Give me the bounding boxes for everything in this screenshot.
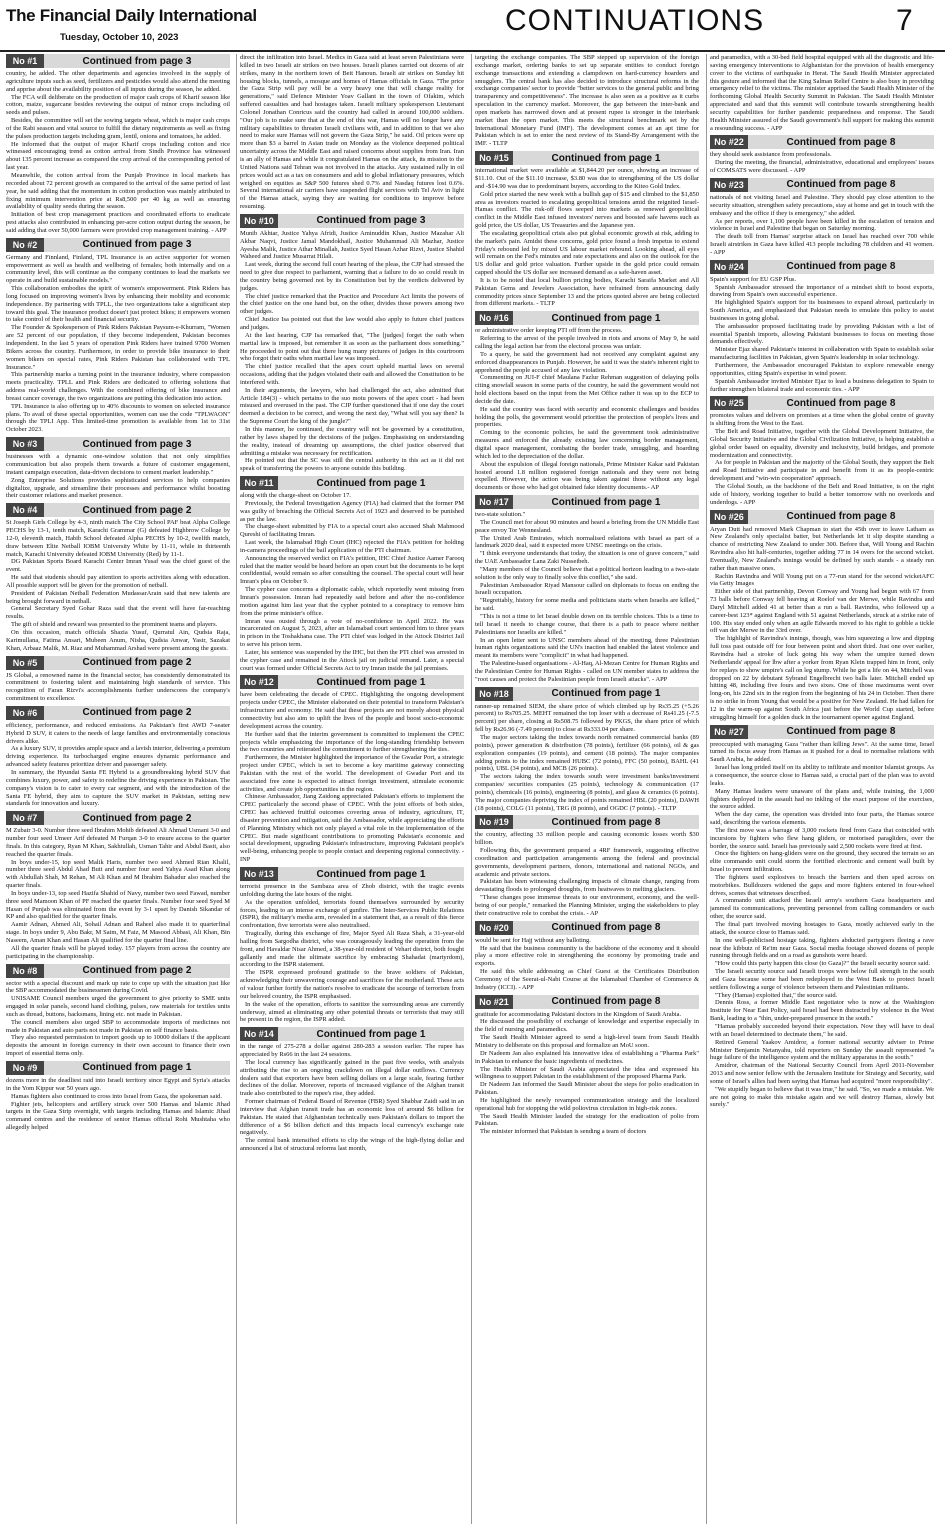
- continued-from-label: Continued from page 1: [82, 1062, 192, 1074]
- article-paragraph: The Palestine-based organisations - Al-Haq, Al-Mezan Centre for Human Rights and the Palestinian Centre for Human Rights - called on UN member states to address the "root causes and protect the Palestinian people from Israeli attacks". - APP: [475, 660, 699, 683]
- article-paragraph: Announcing the reserved verdict on FIA's petition, IHC Chief Justice Aamer Farooq ruled that the matter would be heard before an open court but the documents to be kept confidential, would remain so after consulting the counsel. The special court will hear Imran's plea on October 9.: [240, 554, 464, 586]
- article-paragraph: Either side of that partnership, Devon Conway and Young had begun with 67 from 73 balls before Conway fell heaving at Roelof van der Merwe, while Ravindra and Daryl Mitchell added 41 at better than a run a ball. Ravindra, who followed up a career-best 123* against England with 51 against Netherlands, struck at a strike rate of 100. His stay ended only when an agile Edwards moved to his right to gobble a tickle off van der Merwe in the 33rd over.: [710, 588, 934, 635]
- article-paragraph: The gift of shield and reward was presented to the prominent teams and players.: [11, 621, 218, 629]
- article-paragraph: The escalating geopolitical crisis also put global economic growth at risk, adding to the market's pain. Amidst these concerns, gold price found a fresh impetus to extend Friday's rebound led by mixed US labour market rebound. Looking ahead, all eyes will remain on the Fed's minutes and rate expectations and also on the outlook for the US dollar and gold price valuation. Further upside in the gold price could remain capped should the US dollar see increased demand as a safe-haven asset.: [475, 229, 699, 277]
- article: [6, 54, 230, 235]
- article-paragraph: Furthermore, the Ambassador encouraged Pakistan to explore renewable energy opportunities, citing Spain's expertise in wind power.: [710, 362, 934, 377]
- continuation-header: [710, 178, 934, 192]
- page-number: 7: [896, 4, 913, 37]
- article-paragraph: The ambassador proposed facilitating trade by providing Pakistan with a list of essential Spanish imports, allowing Pakistani businesses to focus on meeting those demands effectively.: [710, 322, 934, 346]
- article-paragraph: The Council met for about 90 minutes and heard a briefing from the UN Middle East peace envoy Tor Wennesland.: [475, 518, 699, 534]
- article-number: No #10: [240, 214, 278, 228]
- article-paragraph: Spain's support for EU GSP Plus.: [710, 275, 797, 283]
- continued-from-label: Continued from page 8: [551, 922, 661, 934]
- continuation-header: [240, 214, 464, 228]
- continuation-header: [475, 921, 699, 935]
- article-number: No #16: [475, 311, 513, 325]
- article-paragraph: The ISPR expressed profound gratitude to the brave soldiers of Pakistan, acknowledging their unwavering courage and sacrifices for the motherland. These acts of valour further fortify the nation's resolve to eradicate the scourge of terrorism from our beloved country, the ISPR emphasised.: [240, 969, 464, 1000]
- continued-from-label: Continued from page 1: [316, 1028, 426, 1040]
- article-paragraph: The first move was a barrage of 3,000 rockets fired from Gaza that coincided with incursions by fighters who flew hang gliders, or motorised paragliders, over the border, the source said. Israeli has previously said 2,500 rockets were fired at first.: [710, 826, 934, 850]
- article-paragraph: international market were available at $1,844.20 per ounce, showing an increase of $11.10. Out of the $11.10 increase, $3.80 was due to strengthening of the US dollar and -$14.90 was due to predominant buyers, according to the Kiteo Gold Index.: [475, 167, 699, 190]
- article-number: No #19: [475, 815, 513, 829]
- article-paragraph: He said this while addressing as Chief Guest at the Certificates Distribution Ceremony of the Seerat-ul-Nabi Course at the Islamabad Chamber of Commerce & Industry (ICCI). - APP: [475, 968, 699, 991]
- article-paragraph: "How could this party happen this close (to Gaza)?" the Israeli security source said.: [715, 960, 931, 968]
- article-body: [6, 672, 230, 703]
- article-paragraph: The chief justice remarked that the Practice and Procedure Act limits the powers of the chief justice on the one hand but, on the other, divides those powers among two other judges.: [240, 292, 464, 316]
- article-paragraph: Besides, the committee will set the sowing targets wheat, which is major cash crops of the Rabi season and vital source to fulfill the dietary requirements as well as fixing the pulses production targets including gram, lentil, onions and tomatoes, he added.: [6, 117, 230, 140]
- continued-from-label: Continued from page 1: [551, 312, 661, 324]
- article-number: No #14: [240, 1027, 278, 1041]
- article-paragraph: The Belt and Road Initiative, together with the Global Development Initiative, the Global Security Initiative and the Global Civilization Initiative, is helping establish a global order based on equality, diversity and inclusivity, build bridges, and promote modernization and connectivity.: [710, 428, 934, 459]
- article-body: [240, 1043, 464, 1153]
- continuation-header: [6, 437, 230, 451]
- article-paragraph: or administrative order keeping PTI off from the process.: [475, 327, 623, 335]
- article-paragraph: Spanish Ambassador invited Minister Ejaz to lead a business delegation to Spain to further strengthen bilateral trade and economic ties. - APP: [710, 377, 934, 393]
- article-paragraph: "Many members of the Council believe that a political horizon leading to a two-state solution is the only way to finally solve this conflict," she said.: [475, 565, 699, 581]
- article-body: [475, 511, 699, 684]
- masthead: [0, 0, 945, 52]
- article-paragraph: Munib Akhtar, Justice Yahya Afridi, Justice Aminuddin Khan, Justice Mazahar Ali Akbar Naqvi, Justice Jamal Mandokhail, Justice Muhammad Ali Mazhar, Justice Ayesha Malik, Justice Athar Minallah, Justice Syed Hasan Azhar Rizvi, Justice Shahid Waheed and Justice Musarrat Hilali.: [240, 229, 464, 261]
- article-paragraph: When the day came, the operation was divided into four parts, the Hamas source said, describing the various elements.: [710, 811, 934, 827]
- article-paragraph: ranner-up remained SIEM, the share price of which climbed up by Rs35.25 (+5.26 percent) to Rs705.25. MEHT remained the top loser with a decrease of Rs41.25 (-7.5 percent) per share, closing at Rs508.75 followed by PKGS, the share price of which fell by Rs26.96 (-7.49 percent) to close at Rs333.04 per share.: [475, 702, 699, 734]
- continuation-header: [240, 867, 464, 881]
- article-paragraph: On this occasion, match officials Shazia Yusuf, Qurratul Ain, Qudsia Raja, Karimullana, Fatima Ansari, Mubeen Anum, Nisha, Qudsia Anwar, Yasir, Sazakat Khan, Arbaaz Malik, M. Riaz and Muhammad Arshad were present among the guests.: [6, 629, 230, 652]
- continuation-header: [710, 260, 934, 274]
- article-number: No #11: [240, 476, 278, 490]
- continuation-header: [710, 725, 934, 739]
- article-paragraph: The final part involved moving hostages to Gaza, mostly achieved early in the attack, the source close to Hamas said.: [710, 921, 934, 936]
- article: [6, 811, 230, 960]
- article-paragraph: Fighter jets, helicopters and artillery struck over 500 Hamas and Islamic Jihad targets in the Gaza Strip overnight, with targets including Hamas and Islamic Jihad command centres and the residence of senior Hamas official Rohi Mushtaha who allegedly helped: [6, 1100, 230, 1132]
- article-paragraph: He highlighted the newly revamped communication strategy and the localized operational hub for stopping the wild poliovirus circulation in high-risk zones.: [475, 1096, 699, 1112]
- article: [475, 815, 699, 917]
- continued-from-label: Continued from page 1: [551, 152, 661, 164]
- article-number: No #25: [710, 396, 748, 410]
- article-number: No #3: [6, 437, 44, 451]
- column-3-continued-text: targeting the exchange companies. The SBP stepped up supervision of the foreign exchange market, ordering banks to set up separate entities to conduct foreign exchange transactions and extending a clampdown on hard-currency hoarders and smugglers. The central bank has also decided to introduce structural reforms in the exchange companies' sector to provide "better services to the general public and bring transparency and competitiveness". The increase is also seen as a positive as it curbs speculation in the currency market. Moreover, the gap between the inter-bank and open markets has narrowed down and at present rupee is stronger in the interbank market than the open market. This meets the structural benchmark set by the International Monetary Fund (IMF). The development comes at an apt time for Pakistan which is set to enter the next review of its Stand-By Arrangement with the IMF. - TLTP: [475, 54, 699, 148]
- article: [6, 656, 230, 703]
- continuation-header: [710, 396, 934, 410]
- continuation-header: [475, 995, 699, 1009]
- article-body: [710, 151, 934, 175]
- article-body: [6, 254, 230, 434]
- article-paragraph: Later, his sentence was suspended by the IHC, but then the PTI chief was arrested in the cypher case and remained in the Attock jail on judicial remand. Later, a special court was formed under Official Secrets Act to try Imran inside the jail premises.: [240, 648, 464, 672]
- article: [240, 214, 464, 473]
- article-paragraph: TPL Insurance is also offering up to 40% discounts to women on selected insurance plans. To avail of these special opportunities, women can use the code "TPLWAON" through the TPLI App. This limited-time promotion is available from 1st to 31st October 2023.: [6, 402, 230, 434]
- continued-from-label: Continued from page 8: [786, 179, 896, 191]
- continued-from-label: Continued from page 2: [82, 504, 192, 516]
- newspaper-title: The Financial Daily International: [6, 6, 257, 25]
- article-paragraph: In this manner, he continued, the country will not be governed by a constitution, rather by laws shaped by the decisions of the judges. Emphasising on understanding the reality, instead of dreaming up assumptions, the chief justice observed that admitting a mistake was necessary for rectification.: [240, 425, 464, 457]
- article-body: [240, 691, 464, 864]
- article-paragraph: He highlighted Spain's support for its businesses to expand abroad, particularly in South America, and emphasized that Pakistan needs to emulate this policy to assist businesses in going global.: [710, 299, 934, 322]
- article-paragraph: Rachin Ravindra and Will Young put on a 77-run stand for the second wicketAFC via Getty Images: [710, 572, 934, 588]
- continuation-header: [6, 1061, 230, 1075]
- continued-from-label: Continued from page 8: [786, 136, 896, 148]
- article-body: [6, 519, 230, 652]
- continuation-header: [6, 656, 230, 670]
- article-paragraph: The death toll from Hamas' surprise attack on Israel has reached over 700 while Israeli airstrikes in Gaza have killed 413 people including 78 children and 41 women. - APP: [710, 233, 934, 256]
- continued-from-label: Continued from page 1: [316, 676, 426, 688]
- article-paragraph: M Zubair 3-0. Number three seed Ibrahim Mohib defeated Ali Ahmad Usmani 3-0 and number four seed Umeer Arif defeated M Furqan 3-0 to ensure access to the quarter finals. In this category, Ryan M Khan, Sakhiullah, Usman Tahir and Abdul Basit, also reached the quarter finals.: [6, 827, 230, 858]
- article-paragraph: The council members also urged SBP to accommodate imports of medicines not made in Pakistan and auto parts not made in Pakistan on self finance basis.: [6, 1018, 230, 1034]
- continuation-header: [6, 811, 230, 825]
- article-paragraph: nationals of not visiting Israel and Palestine. They should pay close attention to the security situation, strengthen safety precautions, stay at home and get in touch with the embassy and the office if they is emergency," she added.: [710, 193, 934, 217]
- continued-from-label: Continued from page 8: [551, 816, 661, 828]
- article-paragraph: The major sectors taking the index towards north remained commercial banks (89 points), power generation & distribution (78 points), fertilizer (66 points), oil & gas exploration companies (19 points), and cement (18 points). The major companies adding points to the index remained HUBC (72 points), FFC (50 points), BAHL (41 points), UBL (34 points), and MCB (26 points).: [475, 733, 699, 773]
- article-paragraph: "These changes pose immense threats to our environment, economy, and the well-being of our people," remarked the Planning Minister, urging the stakeholders to play their constructive role to combat the crisis. - AP: [475, 894, 699, 917]
- article-paragraph: In an open letter sent to UNSC members ahead of the meeting, three Palestinian human rights organizations said the UN's inaction had enabled the latest violence and meant its members were "complicit" in what had happened.: [475, 636, 699, 660]
- column-2: [240, 54, 464, 1524]
- continuation-header: [6, 238, 230, 252]
- continued-from-label: Continued from page 2: [82, 965, 192, 977]
- article-paragraph: He informed that the output of major Kharif crops including cotton and rice witnessed encouraging trend as cotton arrival from Sindh Province has witnessed about 135 percent increase as compared the crop arrival of the corresponding period of last year.: [6, 140, 230, 172]
- article-paragraph: Spanish Ambassador stressed the importance of a mindset shift to boost exports, drawing from Spain's own successful experience.: [710, 283, 934, 299]
- continuation-header: [240, 476, 464, 490]
- article-paragraph: "We stupidly began to believe that it was true," he said. "So, we made a mistake. We are not going to make this mistake again and we will destroy Hamas, slowly but surely.": [710, 1085, 934, 1109]
- article-body: [240, 230, 464, 473]
- article-paragraph: Following this, the government prepared a 4RF framework, suggesting effective coordination and participation arrangements among the federal and provincial governments, development partners, donors, international and national NGOs, and academic and private sectors.: [475, 847, 699, 878]
- article-paragraph: UNISAME Council members urged the government to give priority to SME units engaged in solar panels, second hand clothing, pulses, raw materials for textiles units such as thread, buttons, backsmans, lining etc. not made in Pakistan.: [6, 995, 230, 1018]
- article: [710, 260, 934, 394]
- continued-from-label: Continued from page 8: [786, 726, 896, 738]
- continuation-header: [710, 510, 934, 524]
- article: [6, 964, 230, 1058]
- article-paragraph: Once the fighters on hang-gliders were on the ground, they secured the terrain so an elite commando unit could storm the fortified electronic and cement wall built by Israel to prevent infiltration.: [710, 850, 934, 874]
- article-body: [710, 412, 934, 506]
- article-number: No #8: [6, 964, 44, 978]
- article-paragraph: The United Arab Emirates, which normalised relations with Israel as part of a landmark 2020 deal, said it expected more UNSC meetings on the crisis.: [475, 534, 699, 550]
- article-paragraph: Aryan Dutt had removed Mark Chapman to start the 45th over to leave Latham as New Zealand's only specialist batter, but Netherlands let it slip despite standing a chance of restricting New Zealand to under 300. Before that, Will Young and Rachin Ravindra also hit half-centuries, together adding 77 in 14 overs for the second wicket. Eventually, New Zealand's innings would be defined by such stands - a steady run rather than massive ones.: [710, 525, 934, 572]
- article-paragraph: Retired General Yaakov Amidror, a former national security adviser to Prime Minister Benjamin Netanyahu, told reporters on Sunday the assault represented "a huge failure of the intelligence system and the military apparatus in the south.": [710, 1038, 934, 1062]
- article: [6, 437, 230, 500]
- article: [475, 995, 699, 1137]
- article-paragraph: Furthermore, the Minister highlighted the importance of the Gwadar Port, a strategic project under CPEC, which is set to become a key maritime gateway connecting Pakistan with the rest of the world. The development of Gwadar Port and its associated free zone is expected to attract foreign investment, stimulate economic activities, and create job opportunities in the region.: [240, 754, 464, 793]
- article: [240, 476, 464, 672]
- article-paragraph: country, he added. The other departments and agencies involved in the supply of agriculture inputs such as seed, fertilizers and pesticides would also attend the meeting and apprise about the availability position of all inputs during the season, he added.: [6, 70, 230, 93]
- article-paragraph: JS Global, a renowned name in the financial sector, has consistently demonstrated its commitment to fostering talent and maintaining high standards of service. This recognition of Faran Rizvi's accomplishments further underscores the company's commitment to excellence.: [6, 671, 230, 703]
- article-paragraph: Last week, the Islamabad High Court (IHC) rejected the FIA's petition for holding in-camera proceedings of the bail application of the PTI chairman.: [240, 539, 464, 554]
- continuation-header: [475, 815, 699, 829]
- article-number: No #1: [6, 54, 44, 68]
- article-paragraph: Coming to the economic policies, he said the government took administrative measures and enforced the already existing law concerning border management, digital space management, combating the border trade, smuggling, and hoarding which led to the depreciation of the dollar.: [475, 429, 699, 460]
- article: [475, 921, 699, 992]
- article: [710, 135, 934, 175]
- article-paragraph: At the last hearing, CJP Isa remarked that, "The [judges] forget the oath when martial law is imposed, but remember it as soon as the parliament does something." He proceeded to point out that there hung many pictures of judges in this courtroom who forgot their oaths when martial law was imposed.: [240, 331, 464, 363]
- continuation-header: [6, 706, 230, 720]
- column-4: [710, 54, 934, 1524]
- article-paragraph: This collaboration embodies the spirit of women's empowerment. Pink Riders has long focused on improving women's lives by enhancing their mobility and economic independence. By partnering with TPLL, the two organizations take a significant step toward this goal. The insurance product doesn't just protect bikes; it empowers women to take control of their health and financial security.: [6, 285, 230, 324]
- article-number: No #24: [710, 260, 748, 274]
- article-number: No #21: [475, 995, 513, 1009]
- article-paragraph: About the expulsion of illegal foreign nationals, Prime Minister Kakar said Pakistan hosted around 1.8 million registered foreign nationals and they were not being expelled. However, the action was being taken against those without any legal documents or those who had got obtained fake identity documents.- AP: [475, 460, 699, 492]
- article-paragraph: dozens more in the deadliest raid into Israeli territory since Egypt and Syria's attacks in the Yom Kippur war 50 years ago.: [6, 1076, 230, 1092]
- article-paragraph: Zong Enterprise Solutions provides sophisticated services to help companies digitalize, upgrade, and streamline their processes and performance whilst boosting their customer relations and market presence.: [6, 476, 230, 500]
- continuation-header: [475, 495, 699, 509]
- article-paragraph: The charge-sheet submitted by FIA to a special court also accused Shah Mahmood Qureshi of facilitating Imran.: [240, 523, 464, 539]
- article-body: [475, 703, 699, 813]
- article-paragraph: He further said that the interim government is committed to implement the CPEC projects while emphasizing the importance of the long-standing friendship between the two countries and reiterated the commitment to further strengthening the ties.: [240, 730, 464, 754]
- article-paragraph: All the quarter finals will be played today. 157 players from across the country are participating in the championship.: [6, 944, 230, 960]
- continued-from-label: Continued from page 2: [82, 657, 192, 669]
- article-number: No #12: [240, 675, 278, 689]
- article-number: No #20: [475, 921, 513, 935]
- article-paragraph: He said that the business community is the backbone of the economy and it should play a more effective role in strengthening the economy by promoting trade and exports.: [475, 944, 699, 968]
- article: [710, 725, 934, 1110]
- article-paragraph: The cypher case concerns a diplomatic cable, which reportedly went missing from Imran's possession. Imran had repeatedly said before and after the no-confidence motion against him last year that the cypher pointed to a conspiracy to remove him from the prime minister's office.: [240, 586, 464, 617]
- article-paragraph: Many Hamas leaders were unaware of the plans and, while training, the 1,000 fighters deployed in the assault had no inkling of the exact purpose of the exercises, the source added.: [710, 787, 934, 811]
- article-paragraph: Meanwhile, the cotton arrival from the Punjab Province in local markets has recorded about 72 percent growth as compared to the arrival of the same period of last year, he said adding that the momentum in cotton production was mainly attributed to fixing minimum intervention price at Rs8,500 per 40 kg as well as ensuring availability of quality seeds during the season.: [6, 171, 230, 211]
- article-paragraph: Germany and Finnland, Finland, TPL Insurance is an active supporter for women empowerment as well as health and wellbeing of females; both internally and on a community level, this will continue as the company continues to lead the markets we operate in and build sustainable models.": [6, 253, 230, 285]
- column-divider: [236, 54, 237, 1524]
- continuation-header: [475, 311, 699, 325]
- continued-from-label: Continued from page 3: [82, 55, 192, 67]
- article-paragraph: The central bank intensified efforts to clip the wings of the high-flying dollar and announced a list of structural reforms last month,: [240, 1137, 464, 1153]
- article-body: [710, 741, 934, 1110]
- article-paragraph: To a query, he said the government had not received any complaint against any enforced disappearances in Punjab. However, he said it was the state's inherent right to apprehend the people accused of any law violation.: [475, 350, 699, 374]
- continuation-header: [6, 54, 230, 68]
- article-paragraph: The FCA will deliberate on the production of major cash crops of Kharif season like cotton, maize, sugarcane besides reviewing the output of minor crops including oil seeds and pulses.: [6, 93, 230, 117]
- continuation-header: [6, 964, 230, 978]
- article-paragraph: In boys under-15, top seed Malik Haris, number two seed Ahmed Rian Khalil, number three seed Abdul Ahad Butt and number four seed Yahya Asad Khan along with Abdullah Shah, M Rehan, M Ali Khan and M Ibrahim Bahadur also reached the quarter finals.: [6, 858, 230, 890]
- article-paragraph: As the operation unfolded, terrorists found themselves surrounded by security forces, leading to an intense exchange of gunfire. The Inter-Services Public Relations (ISPR), the military's media arm, revealed in a statement that, as a result of this fierce confrontation, five terrorists were also neutralised.: [240, 898, 464, 930]
- article: [710, 510, 934, 722]
- article-paragraph: In their arguments, the lawyers, who had challenged the act, also admitted that Article 184(3) - which pertains to the suo motu powers of the apex court - had been misused and overused in the past. The CJP further questioned that if one day the court deemed a decision to be correct, and wrong the next day, "What will you say then? Is the Supreme Court the king of the jungle?": [240, 386, 464, 426]
- continuation-header: [475, 687, 699, 701]
- continued-from-label: Continued from page 1: [316, 477, 426, 489]
- continuation-header: [240, 675, 464, 689]
- article-number: No #23: [710, 178, 748, 192]
- article: [710, 178, 934, 257]
- article-paragraph: Commenting on JUI-F chief Maulana Fazlur Rehman suggestion of delaying polls citing snowfall season in some parts of the country, he said the government would not hold elections based on the input from the Met Office rather it was up to the ECP to decide the date.: [475, 374, 699, 405]
- article-paragraph: Dr Nadeem Jan informed the Saudi Minister about the steps for polio eradication in Pakistan.: [475, 1081, 699, 1097]
- article-number: No #13: [240, 867, 278, 881]
- article-paragraph: "Hamas probably succeeded beyond their expectation. Now they will have to deal with an Israel determined to decimate them," he said.: [710, 1022, 934, 1038]
- article-paragraph: The highlight of Ravindra's innings, though, was him squeezing a low and dipping full toss past outside off for four between point and short third. Just one over earlier, Ravindra had a stroke of luck going his way when the umpire turned down Netherlands' appeal for lbw after a yorker from Ryan Klein trapped him in front, only for replays to show umpire's call on leg stump. While he got a life on 44, Mitchell was dropped on 22 by debutant Sybrand Engelbrecht two balls later. Mitchell ended up hitting 48, including five fours and two sixes. One of those maximums went over long-on, his 22nd six in the region from the beginning of his 24 in October. Then there is no strike in from Young that would be a positive for New Zealand. He had fallen for 12 in the warm-up against South Africa just before the World Cup started, before struggling himself for a golden duck in the tournament opener against England.: [710, 635, 934, 721]
- article-paragraph: "Regrettably, history for some media and politicians starts when Israelis are killed," he said.: [475, 597, 699, 613]
- article: [475, 495, 699, 684]
- article-paragraph: The minister informed that Pakistan is sending a team of doctors: [480, 1128, 647, 1136]
- article-paragraph: in the range of 275-278 a dollar against 280-283 a session earlier. The rupee has appreciated by Rs66 in the last 24 sessions.: [240, 1043, 464, 1059]
- article-paragraph: Minister Ejaz shared Pakistan's interest in collaboration with Spain to establish solar manufacturing facilities in Pakistan, given Spain's leadership in solar technology.: [710, 346, 934, 362]
- article-paragraph: As a luxury SUV, it provides ample space and a lavish interior, delivering a premium driving experience. Its turbocharged engine ensures dynamic performance and advanced safety features prioritize driver and passenger safety.: [6, 745, 230, 769]
- article-paragraph: Previously, the Federal Investigation Agency (FIA) had claimed that the former PM was guilty of breaching the Official Secrets Act of 1923 and deserved to be punished as per the law.: [240, 499, 464, 523]
- article-number: No #4: [6, 503, 44, 517]
- article-paragraph: As per reports, over 1,100 people have been killed in the escalation of tension and violence in Israel and Palestine that began on Saturday morning.: [710, 217, 934, 233]
- article-paragraph: Hamas fighters also continued to cross into Israel from Gaza, the spokesman said.: [11, 1092, 222, 1100]
- article: [6, 238, 230, 434]
- article-paragraph: The Israeli security source said Israeli troops were below full strength in the south and Gaza because some had been redeployed to the West Bank to protect Israeli settlers following a surge of violence between them and Palestinian militants.: [710, 968, 934, 991]
- article-paragraph: The Founder & Spokesperson of Pink Riders Pakistan Paysum-e-Khurram, "Women are 52 percent of our population, if they become independent, Pakistan becomes independent. In the last 5 years of operation Pink Riders have trained 9700 Women Bikers across the country. Furthermore, in order to provide bike insurance to their women bikers on special rates, Pink Riders Pakistan has collaborated with TPL Insurance.": [6, 324, 230, 371]
- article: [6, 706, 230, 808]
- article-paragraph: The Saudi Health Minister lauded the strategy for the eradication of polio from Pakistan.: [475, 1112, 699, 1128]
- article-number: No #2: [6, 238, 44, 252]
- article-paragraph: Chinese Ambassador, Jiang Zaidong appreciated Pakistan's efforts to implement the CPEC particularly the second phase of CPEC. With the joint efforts of both sides, CPEC has achieved fruitful outcomes covering areas of industry, agriculture, IT, disaster prevention and mitigation, said the Ambassador, while appreciating the efforts of Planning Ministry which not only played a vital role in the implementation of the CPEC. But made significant contributions to promoting Pakistan's economic and social development, upgrading Pakistan's infrastructure, improving Pakistani people's well-being, enhancing people to people contact and deepening regional connectivity. - INP: [240, 793, 464, 864]
- continued-from-label: Continued from page 1: [551, 496, 661, 508]
- article-paragraph: Gold price started the new week with a bullish gap of $15 and climbed to the $1,850 area as investors reacted to escalating geopolitical tensions amid the reignited Israel-Hamas conflict. The risk-off flows seeped into markets as renewed geopolitical conflict in the Middle East infused investors' nerves and boosted safe havens such as gold price, the US dollar, US Treasuries and the Japanese yen.: [475, 190, 699, 230]
- article-paragraph: Chief Justice Isa pointed out that the law would also apply to future chief justices and judges.: [240, 316, 464, 331]
- article-paragraph: gratitude for accommodating Pakistani doctors in the Kingdom of Saudi Arabia.: [475, 1010, 682, 1018]
- article-body: [6, 722, 230, 808]
- article: [240, 1027, 464, 1153]
- article-number: No #22: [710, 135, 748, 149]
- article-paragraph: efficiency, performance, and reduced emissions. As Pakistan's first AWD 7-seater Hybrid D SUV, it caters to the needs of large families and environmentally conscious drivers alike.: [6, 721, 230, 745]
- article-body: [6, 70, 230, 235]
- article-paragraph: The Global South, as the backbone of the Belt and Road Initiative, is on the right side of history, working together to build a better tomorrow with no overlords and underdogs. - APP: [710, 482, 934, 506]
- article-paragraph: Dr Nadeem Jan also explained his innovative idea of establishing a "Pharma Park" in Pakistan to enhance the basic ingredients of medicines.: [475, 1049, 699, 1065]
- article-paragraph: preoccupied with managing Gaza "rather than killing Jews". At the same time, Israel turned its focus away from Hamas as it pushed for a deal to normalise relations with Saudi Arabia, he added.: [710, 740, 934, 764]
- article-body: [475, 831, 699, 917]
- article-paragraph: This partnership marks a turning point in the insurance industry, where compassion meets practicality. TPLL and Pink Riders are dedicated to offering solutions that address real-world challenges. With the combined offering of bike insurance and breast cancer coverage, the two organizations are putting this dedication into action.: [6, 371, 230, 402]
- article-paragraph: The Saudi Health Minister agreed to send a high-level team from Saudi Health Ministry to deliberate on this proposal and formalize an MoU soon.: [475, 1034, 699, 1049]
- article-body: [6, 1077, 230, 1132]
- article-paragraph: In the wake of the operation, efforts to sanitize the surrounding areas are currently underway, aimed at eliminating any other potential threats or terrorists that may still be present in the region, the ISPR added.: [240, 1000, 464, 1024]
- article-body: [6, 827, 230, 960]
- article: [710, 396, 934, 506]
- column-divider: [471, 54, 472, 1524]
- continued-from-label: Continued from page 2: [82, 812, 192, 824]
- article-body: [6, 980, 230, 1058]
- article-paragraph: they should seek assistance from professionals.: [710, 151, 832, 159]
- article-paragraph: President of Pakistan Netball Federation MudassarArain said that new talents are being brought forward in netball.: [6, 589, 230, 605]
- article-paragraph: A commando unit attacked the Israeli army's southern Gaza headquarters and jammed its communications, preventing personnel from calling commanders or each other, the source said.: [710, 897, 934, 921]
- article-paragraph: two-state solution.": [475, 511, 526, 519]
- article-paragraph: As for people in Pakistan and the majority of the Global South, they support the Belt and Road Initiative and participate in and benefit from it as its people-centric development and "win-win cooperation" approach.: [710, 459, 934, 483]
- article-paragraph: The local currency has significantly gained in the past five weeks, with analysts attributing the rise to an ongoing crackdown on illegal dollar outflows. Currency dealers said that exporters have been selling dollars on a large scale, fearing further declines of the dollar. Moreover, reports of increased vigilance of the Afghan transit trade also contributed to the rupee's rise, they added.: [240, 1058, 464, 1098]
- article-body: [240, 492, 464, 672]
- article-paragraph: the country, affecting 33 million people and causing economic losses worth $30 billion.: [475, 831, 699, 847]
- article-paragraph: businesses with a dynamic one-window solution that not only simplifies communication but also propels them towards a future of customer engagement, instant campaign execution, data-driven decisions to cement market leadership.": [6, 453, 230, 476]
- article-paragraph: Dennis Ross, a former Middle East negotiator who is now at the Washington Institute for Near East Policy, said Israel had been distracted by violence in the West Bank, leading to a "thin, under-prepared presence in the south.": [710, 999, 934, 1023]
- article-body: [710, 526, 934, 722]
- article-paragraph: The Health Minister of Saudi Arabia appreciated the idea and expressed his willingness to support Pakistan in the establishment of the proposed Pharma Park.: [475, 1065, 699, 1081]
- column-4-continued-text: and paramedics, with a 30-bed field hospital equipped with all the diagnostic and life-saving emergency interventions to Afghanistan for the provision of health emergency cover to the victims of earthquake in Herat. The Saudi Health Minister appreciated this gesture and informed that the King Salman Relief Centre is also busy in providing emergency relief to the victims. The minister apprised the Saudi Health Minister of the forthcoming Global Health Security Summit in Pakistan. The Saudi Health Minister appreciated and said that this summit will contribute towards strengthening health security capabilities for further pandemic preparedness and response. The Saudi Health Minister assured of the Saudi government's full support for making this summit a resounding success. - APP: [710, 54, 934, 132]
- article: [240, 867, 464, 1024]
- continued-from-label: Continued from page 8: [786, 261, 896, 273]
- article-paragraph: Referring to the arrest of the people involved in riots and arsons of May 9, he said calling the legal action bar from the electoral process was unfair.: [475, 335, 699, 350]
- article: [475, 311, 699, 492]
- continued-from-label: Continued from page 3: [82, 239, 192, 251]
- article-body: [240, 883, 464, 1024]
- article-paragraph: Israel has long prided itself on its ability to infiltrate and monitor Islamist groups. As a consequence, the source close to Hamas said, a crucial part of the plan was to avoid leaks.: [710, 764, 934, 787]
- continued-from-label: Continued from page 1: [551, 688, 661, 700]
- article-number: No #26: [710, 510, 748, 524]
- article-body: [475, 937, 699, 992]
- continued-from-label: Continued from page 8: [551, 996, 661, 1008]
- article-paragraph: "This is not a time to let Israel double down on its terrible choices. This is a time to tell Israel it needs to change course, that there is a path to peace where neither Palestinians nor Israelis are killed.": [475, 613, 699, 636]
- section-title: CONTINUATIONS: [505, 4, 765, 37]
- article-paragraph: It is to be noted that local bullion pricing bodies, Karachi Saraifa Market and All Pakistan Gems and Jewelers Association, have refrained from announcing daily commodity prices since September 13 and the prices quoted above are being collected from different markets. - TLTP: [475, 276, 699, 308]
- article-paragraph: along with the charge-sheet on October 17.: [240, 492, 351, 500]
- article: [240, 675, 464, 864]
- article-paragraph: would be sent for Hajj without any balloting.: [475, 936, 591, 944]
- column-1: [6, 54, 230, 1524]
- article-body: [710, 276, 934, 394]
- article-paragraph: "I think everyone understands that today, the situation is one of grave concern," said the UAE Ambassador Lana Zaki Nusseibeh.: [475, 550, 699, 566]
- article-paragraph: Last week, during the second full court hearing of the pleas, the CJP had stressed the need to give due respect to parliament, warning that a failure to do so could result in the country being governed not by its Constitution but by the verdicts delivered by judges.: [240, 261, 464, 292]
- article-body: [475, 327, 699, 492]
- article-paragraph: He pointed out that the SC was still the central authority in this act as it did not speak of transferring the powers to anyone outside this building.: [240, 457, 464, 473]
- article-paragraph: General Secretary Syed Gohar Raza said that the event will have far-reaching results.: [6, 605, 230, 621]
- continuation-header: [6, 503, 230, 517]
- article-paragraph: In one well-publicised hostage taking, fighters abducted partygoers fleeing a rave near the kibbutz of Re'im near Gaza. Social media footage showed dozens of people running through fields and on a road as gunshots were heard.: [710, 936, 934, 960]
- article: [475, 687, 699, 813]
- article-body: [6, 453, 230, 500]
- article-number: No #18: [475, 687, 513, 701]
- article-number: No #27: [710, 725, 748, 739]
- article-paragraph: have been celebrating the decade of CPEC. Highlighting the ongoing development projects under CPEC, the Minister elaborated on their potential to transform Pakistan's infrastructure and economy. He said that these projects are not merely about physical connectivity but also aim to uplift the lives of the people and boost socio-economic development across the country.: [240, 691, 464, 730]
- continued-from-label: Continued from page 8: [786, 511, 896, 522]
- article-paragraph: Amidror, chairman of the National Security Council from April 2011-November 2013 and now senior fellow with the Jerusalem Institute for Strategy and Security, said some of Israel's allies had been saying that Hamas had acquired "more responsibility".: [710, 1062, 934, 1085]
- article-paragraph: He discussed the possibility of exchange of knowledge and expertise especially in the field of nursing and paramedics.: [475, 1018, 699, 1034]
- article-paragraph: In summary, the Hyundai Santa FE Hybrid is a groundbreaking hybrid SUV that combines luxury, power, and safety to redefine the driving experience in Pakistan. The company's vision is to cater to every car segment, and with the introduction of the Santa FE hybrid, they aim to capture the SUV market in Pakistan, setting new standards for innovation and luxury.: [6, 768, 230, 808]
- article-body: [475, 167, 699, 308]
- article: [6, 1061, 230, 1132]
- article-paragraph: The chief justice recalled that the apex court upheld martial laws on several occasions, adding that the judges violated their oath and allowed the Constitution to be interfered with.: [240, 363, 464, 386]
- continued-from-label: Continued from page 3: [316, 215, 426, 227]
- continuation-header: [240, 1027, 464, 1041]
- article-paragraph: DG Pakistan Sports Board Karachi Center Imran Yusaf was the chief guest of the event.: [6, 558, 230, 574]
- article-body: [710, 194, 934, 257]
- continuation-header: [710, 135, 934, 149]
- article-paragraph: Initiation of best crop management practices and coordinated efforts to eradicate pest attacks also contributed in enhancing per-acre cotton output during the season, he said adding that over 50,000 farmers were provided crop management training. - APP: [6, 211, 230, 234]
- column-3: [475, 54, 699, 1524]
- continued-from-label: Continued from page 3: [82, 438, 192, 450]
- article: [475, 151, 699, 308]
- article-paragraph: terrorist presence in the Sambaza area of Zhob district, with the tragic events unfolding during the late hours of the night.: [240, 883, 464, 898]
- article-paragraph: The fighters used explosives to breach the barriers and then sped across on motorbikes. Bulldozers widened the gaps and more fighters entered in four-wheel drives, scenes that witnesses described.: [710, 873, 934, 897]
- continued-from-label: Continued from page 8: [786, 397, 896, 409]
- article-body: [475, 1011, 699, 1137]
- article-paragraph: sector with a special discount and mark up rate to cope up with the situation just like the SBP accommodated the businessmen during Covid.: [6, 979, 230, 995]
- article-paragraph: "They (Hamas) exploited that," the source said.: [715, 991, 838, 999]
- article-paragraph: promotes values and delivers on promises at a time when the global centre of gravity is shifting from the West to the East.: [710, 412, 934, 428]
- continuation-header: [475, 151, 699, 165]
- column-2-continued-text: direct the infiltration into Israel. Medics in Gaza said at least seven Palestinians were killed in two Israeli air strikes on two houses. Israeli planes carried out dozens of air strikes, many in the northern town of Beit Hanoun. Israeli air strikes on Sunday hit housing blocks, tunnels, a mosque and homes of Hamas officials in Gaza. "The price the Gaza Strip will pay will be a very heavy one that will change reality for generations," said Defence Minister Yoav Gallant in the town of Ofakim, which suffered casualties and had hostages taken. Israeli military spokesperson Lieutenant Colonel Jonathan Conricus said the country had called in around 100,000 soldiers. "Our job is to make sure that at the end of this war, Hamas will no longer have any military capabilities to threaten Israeli civilians with, and in addition to that we also need to make sure Hamas will not govern the Gaza Strip," he said. Oil prices were up more than $3 a barrel in Asian trade on Monday as the violence deepened political uncertainty across the Middle East and raised concerns about supplies from Iran. Iran is an ally of Hamas and while it congratulated Hamas on the attack, its mission to the United Nations said Tehran was not involved in the attacks. Any sustained rally in oil prices would act as a tax on consumers and add to global inflationary pressures, which weighed on equities as S&P 500 futures shed 0.7% and Nasdaq futures lost 0.6%. Several international air carriers have suspended flight services with Tel Aviv in light of the Hamas attack, saying they are waiting for conditions to improve before resuming.: [240, 54, 464, 211]
- article-paragraph: He said that students should pay attention to sports activities along with education. All possible support will be given for the promotion of netball.: [6, 574, 230, 589]
- continued-from-label: Continued from page 2: [82, 707, 192, 719]
- continued-from-label: Continued from page 1: [316, 868, 426, 880]
- article: [6, 503, 230, 652]
- article-number: No #17: [475, 495, 513, 509]
- article-paragraph: Pakistan has been witnessing challenging impacts of climate change, ranging from devastating floods to prolonged droughts, from heatwaves to melting glaciers.: [475, 878, 699, 894]
- article-number: No #6: [6, 706, 44, 720]
- article-number: No #15: [475, 151, 513, 165]
- article-paragraph: They also requested permission to import goods up to 10000 dollars if the applicant deposits the amount in foreign currency in their own account to finance their own import of essential items only.: [6, 1034, 230, 1058]
- article-paragraph: During the meeting, the financial, administrative, educational and employees' issues of COMSATS were discussed. - APP: [710, 159, 934, 175]
- article-number: No #9: [6, 1061, 44, 1075]
- column-divider: [706, 54, 707, 1524]
- article-paragraph: St Joseph Girls College by 4-3, ninth match The City School PAF beat Alpha College PECHS by 13-1, tenth match, Karachi Grammar (G) defeated Highbrow College by 12-0, eleventh match, Habib School defeated Alpha PECHS by 10-2, twelfth match, draw between Elite Netball IOBM University White by 11-11, while in thirteenth match, Karachi University defeated IOBM University (Red) by 11-1.: [6, 519, 230, 558]
- article-number: No #7: [6, 811, 44, 825]
- article-paragraph: He said the country was faced with security and economic challenges and besides holding the polls, the government would prioritise the protection of people's lives and properties.: [475, 405, 699, 429]
- article-paragraph: In boys under-13, top seed Hazifa Shahid of Navy, number two seed Fawad, number three seed Mamoon Khan of PF reached the quarter finals. Number four seed Syed M Hasan of Punjab was eliminated from the event by 3-1 upset by Danish Sikandar of KP and also qualified for the quarter finals.: [6, 889, 230, 921]
- issue-date: Tuesday, October 10, 2023: [60, 32, 179, 43]
- article-paragraph: Former chairman of Federal Board of Revenue (FBR) Syed Shabbar Zaidi said in an interview that Afghan transit trade has an economic loss of around $6 billion for Pakistan. He stated that Afghanistan technically uses Pakistan's dollars to import the difference of a $6 billion deficit and this impacts local currency's exchange rate negatively.: [240, 1098, 464, 1137]
- article-paragraph: Aamir Adnan, Ahmed Ali, Sohail Adnan and Raheel also made it to quarterfinal stage. In boys under 9, Abu Bakr, M Saim, M Faiz, M Masood Abbasi, Ali Khan, Bin Naseem, Aman Khan and Hasan Ali qualified for the quarter final line.: [6, 921, 230, 944]
- article-paragraph: Tragically, during this exchange of fire, Major Syed Ali Raza Shah, a 31-year-old hailing from Sargodha district, who was courageously leading the operation from the front, and Havaldar Nisar Ahmed, a 38-year-old resident of Vehari district, both fought gallantly and made the ultimate sacrifice by embracing Shahadat (martyrdom), according to the ISPR statement.: [240, 930, 464, 969]
- article-paragraph: Imran was ousted through a vote of no-confidence in April 2022. He was incarcerated on August 5, 2023, after an Islamabad court sentenced him to three years in prison in the Toshakhana case. The PTI chief was lodged in the Attock District Jail to serve his prison term.: [240, 617, 464, 649]
- article-paragraph: Palestinian Ambassador Riyad Mansour called on diplomats to focus on ending the Israeli occupation.: [475, 581, 699, 597]
- article-paragraph: The sectors taking the index towards south were investment banks/investment companies/ securities companies (25 points), technology & communication (17 points), chemicals (16 points), engineering (8 points), and glass & ceramics (6 points). The major companies depriving the index of points remained HBL (20 points), DAWH (18 points), COLG (11 points), TRG (8 points), and OGDC (7 points). - TLTP: [475, 773, 699, 812]
- article-number: No #5: [6, 656, 44, 670]
